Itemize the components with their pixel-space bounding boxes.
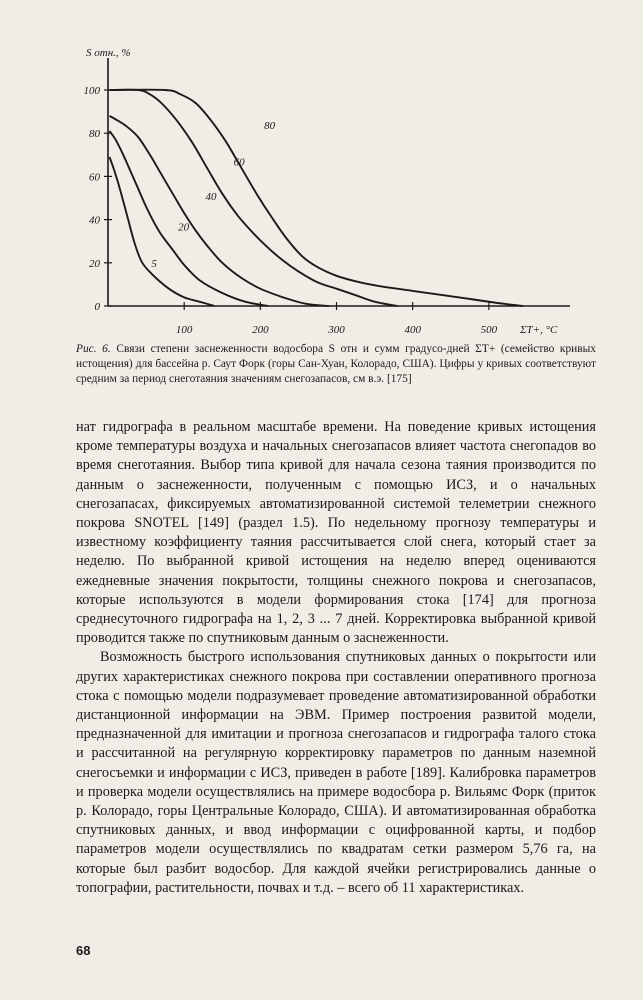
series-line-80 [110,90,524,306]
y-tick-label: 60 [89,171,100,184]
paragraph-1: нат гидрографа в реальном масштабе времени. На поведение кривых истощения кроме температуры воздуха и начальных снегозапасов влияет частота снегопадов во время снеготаяния. Выбор типа кривой для начала сезона таяния производится по данным о заснеженности, полученным с помощью ИСЗ, и о начальных снегозапасах, фиксируемых автоматизированной системой телеметрии снежного покрова SNOTEL [149] (раздел 1.5). По недельному прогнозу температуры и известному коэффициенту таяния рассчитывается слой снега, который стает за неделю. По выбранной кривой истощения на неделю вперед оцениваются ежедневные значения покрытости, толщины снежного покрова и снегозапасов, которые используются в модели формирования стока [174] для прогноза среднесуточного гидрографа на 1, 2, 3 ... 7 дней. Корректировка выбранной кривой проводится также по спутниковым данным о заснеженности. [76,419,596,647]
y-tick-label: 40 [89,214,100,227]
y-tick-label: 80 [89,128,100,141]
figure-caption-text: Связи степени заснеженности водосбора S отн и сумм градусо-дней ΣT+ (семейство кривых истощения) для бассейна р. Саут Форк (горы Сан-Хуан, Колорадо, США). Цифры у кривых соответствуют средним за период снеготаяния значениям снегозапасов, см в.э. [175] [76,343,596,385]
figure-caption [76,342,596,387]
y-axis-label: S отн., % [86,47,131,59]
y-tick-label: 0 [94,301,100,313]
x-tick-label: 100 [175,324,193,336]
series-label-5: 5 [151,258,157,271]
x-axis-label: ΣT+, °C [520,324,558,336]
series-label-60: 60 [233,156,245,169]
snow-depletion-chart [0,0,643,340]
body-text [76,418,596,898]
series-label-20: 20 [178,221,190,234]
series-label-80: 80 [264,119,276,132]
y-tick-label: 100 [83,85,100,97]
series-line-5 [110,157,215,306]
y-tick-label: 20 [89,257,100,270]
x-tick-label: 500 [480,324,498,336]
series-label-40: 40 [205,191,217,204]
x-tick-label: 200 [252,324,269,336]
series-line-40 [110,116,329,306]
figure-caption-label: Рис. 6. [76,343,111,355]
paragraph-2: Возможность быстрого использования спутниковых данных о покрытости или других характеристиках снежного покрова при составлении оперативного прогноза стока с помощью модели подразумевает проведение автоматизированной обработки дистанционной информации на ЭВМ. Пример построения развитой модели, предназначенной для имитации и прогноза снегозапасов и гидрографа талого стока и рассчитанной на регулярную корректировку параметров по данным наземной снегосъемки и информации с ИСЗ, приведен в работе [189]. Калибровка параметров и проверка модели осуществлялись на примере водосбора р. Вильямс Форк (приток р. Колорадо, горы Центральные Колорадо, США). И автоматизированная обработка спутниковых данных, и ввод информации с оцифрованной карты, и подбор параметров модели осуществлялись по квадратам сетки размером 5,76 га, на которые был разбит водосбор. Для каждой ячейки регистрировались данные о топографии, растительности, почвах и т.д. – всего об 11 характеристиках. [76,649,596,896]
page-number: 68 [76,943,91,958]
x-tick-label: 400 [404,324,421,336]
x-tick-label: 300 [328,324,345,336]
